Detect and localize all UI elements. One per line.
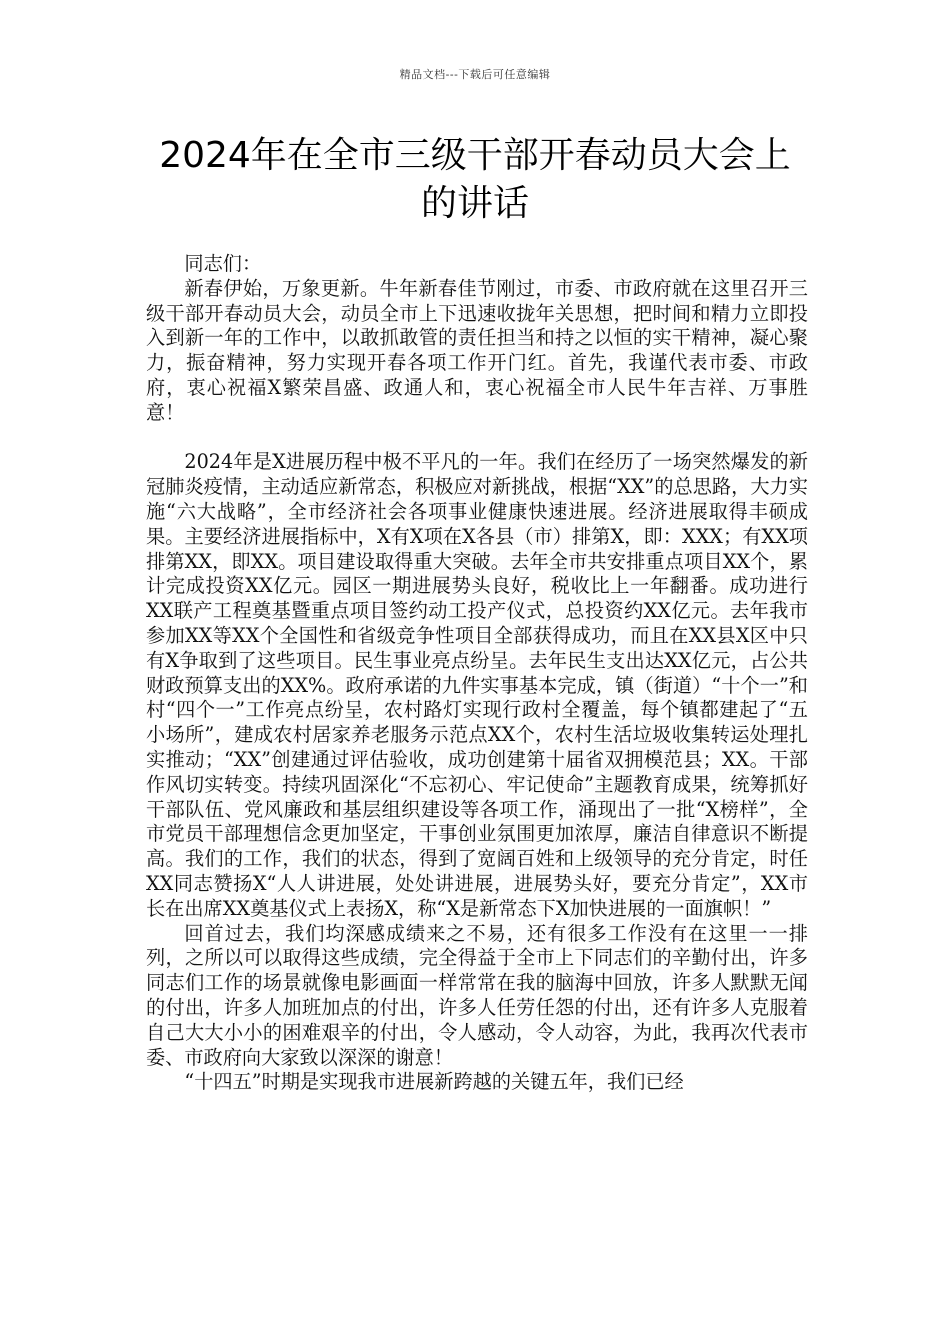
header-note: 精品文档---下载后可任意编辑 (399, 68, 551, 81)
document-title (110, 132, 840, 228)
title-line-1: 2024年在全市三级干部开春动员大会上 (159, 135, 791, 176)
paragraph-outlook: “十四五”时期是实现我市进展新跨越的关键五年，我们已经 (184, 1070, 684, 1094)
paragraph-thanks: 回首过去，我们均深感成绩来之不易，还有很多工作没有在这里一一排列，之所以可以取得这些成绩，完全得益于全市上下同志们的辛勤付出，许多同志们工作的场景就像电影画面一样常常在我的脑海中回放，许多人默默无闻的付出，许多人加班加点的付出，许多人任劳任怨的付出，还有许多人克服着自己大大小小的困难艰辛的付出，令人感动，令人动容，为此，我再次代表市委、市政府向大家致以深深的谢意！ (146, 921, 808, 1069)
salutation: 同志们： (184, 252, 262, 275)
paragraph-opening: 新春伊始，万象更新。牛年新春佳节刚过，市委、市政府就在这里召开三级干部开春动员大会，动员全市上下迅速收拢年关思想，把时间和精力立即投入到新一年的工作中，以敢抓敢管的责任担当和持之以恒的实干精神，凝心聚力，振奋精神，努力实现开春各项工作开门红。首先，我谨代表市委、市政府，衷心祝福X繁荣昌盛、政通人和，衷心祝福全市人民牛年吉祥、万事胜意！ (146, 276, 808, 424)
document-body (146, 252, 808, 1095)
title-line-2: 的讲话 (420, 183, 529, 224)
paragraph-review: 2024年是X进展历程中极不平凡的一年。我们在经历了一场突然爆发的新冠肺炎疫情，主动适应新常态，积极应对新挑战，根据“XX”的总思路，大力实施“六大战略”，全市经济社会各项事业健康快速进展。经济进展取得丰硕成果。主要经济进展指标中，X有X项在X各县（市）排第X，即：XXX；有XX项排第XX，即XX。项目建设取得重大突破。去年全市共安排重点项目XX个，累计完成投资XX亿元。园区一期进展势头良好，税收比上一年翻番。成功进行XX联产工程奠基暨重点项目签约动工投产仪式，总投资约XX亿元。去年我市参加XX等XX个全国性和省级竞争性项目全部获得成功，而且在XX县X区中只有X争取到了这些项目。民生事业亮点纷呈。去年民生支出达XX亿元，占公共财政预算支出的XX%。政府承诺的九件实事基本完成，镇（街道）“十个一”和村“四个一”工作亮点纷呈，农村路灯实现行政村全覆盖，每个镇都建起了“五小场所”，建成农村居家养老服务示范点XX个，农村生活垃圾收集转运处理扎实推动；“XX”创建通过评估验收，成功创建第十届省双拥模范县；XX。干部作风切实转变。持续巩固深化“不忘初心、牢记使命”主题教育成果，统筹抓好干部队伍、党风廉政和基层组织建设等各项工作，涌现出了一批“X榜样”，全市党员干部理想信念更加坚定，干事创业氛围更加浓厚，廉洁自律意识不断提高。我们的工作，我们的状态，得到了宽阔百姓和上级领导的充分肯定，时任XX同志赞扬X“人人讲进展，处处讲进展，进展势头好，要充分肯定”，XX市长在出席XX奠基仪式上表扬X，称“X是新常态下X加快进展的一面旗帜！” (146, 450, 808, 920)
